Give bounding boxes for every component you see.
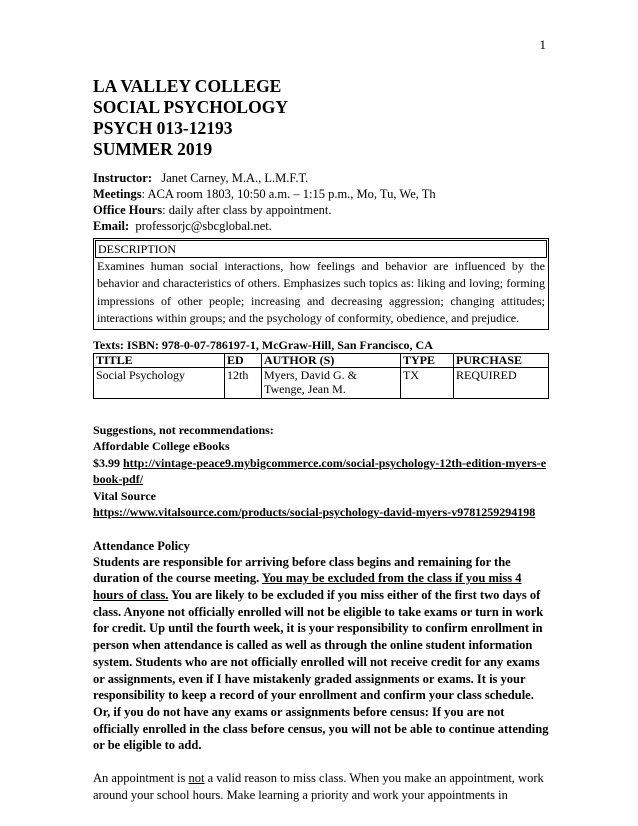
attendance-part1: Students are responsible for arriving before class begins and remaining for the duration of the course meeting.: [93, 554, 511, 586]
course-name: SOCIAL PSYCHOLOGY: [93, 97, 288, 117]
suggestions-heading: Suggestions, not recommendations:: [93, 422, 274, 437]
college-name: LA VALLEY COLLEGE: [93, 76, 282, 96]
course-term: SUMMER 2019: [93, 139, 213, 159]
description-heading: DESCRIPTION: [95, 240, 547, 258]
col-type-header: TYPE: [401, 353, 454, 367]
col-ed-header: ED: [225, 353, 262, 367]
cell-author: Myers, David G. & Twenge, Jean M.: [262, 367, 401, 398]
meetings-label: Meetings: [93, 187, 142, 201]
email-label: Email:: [93, 219, 130, 233]
cell-title: Social Psychology: [94, 367, 225, 398]
document-body: [93, 76, 549, 804]
ebooks-link[interactable]: http://vintage-peace9.mybigcommerce.com/social-psychology-12th-edition-myers-ebook-pdf/: [93, 455, 547, 487]
office-hours-label: Office Hours: [93, 203, 163, 217]
texts-line: Texts: ISBN: 978-0-07-786197-1, McGraw-Hill, San Francisco, CA: [93, 337, 433, 352]
vital-source-link[interactable]: https://www.vitalsource.com/products/social-psychology-david-myers-v9781259294198: [93, 505, 536, 520]
attendance-heading: Attendance Policy: [93, 538, 190, 553]
vital-source-label: Vital Source: [93, 488, 156, 503]
course-code: PSYCH 013-12193: [93, 118, 233, 138]
ebooks-label: Affordable College eBooks: [93, 439, 230, 454]
course-header: [93, 76, 549, 160]
vital-source-line: [93, 504, 549, 521]
cell-purchase: REQUIRED: [454, 367, 549, 398]
appointment-post: a valid reason to miss class. When you make an appointment, work around your school hours. Make learning a priority and work your appointments in: [93, 771, 544, 803]
col-author-header: AUTHOR (S): [262, 353, 401, 367]
col-purchase-header: PURCHASE: [454, 353, 549, 367]
table-row: [94, 367, 549, 398]
cell-type: TX: [401, 367, 454, 398]
appointment-pre: An appointment is: [93, 771, 189, 786]
attendance-underlined: You may be excluded from the class if you miss 4 hours of class.: [93, 571, 522, 603]
ebooks-line: [93, 455, 549, 488]
textbook-table: [93, 353, 549, 399]
appointment-paragraph: [93, 770, 549, 804]
instructor-value: Janet Carney, M.A., L.M.F.T.: [161, 171, 309, 185]
instructor-info: [93, 170, 549, 234]
office-hours-line: [93, 202, 549, 218]
attendance-text: [93, 554, 549, 754]
cell-ed: 12th: [225, 367, 262, 398]
page-number: 1: [539, 37, 546, 52]
table-header-row: [94, 353, 549, 367]
ebooks-price: $3.99: [93, 455, 123, 470]
col-title-header: TITLE: [94, 353, 225, 367]
instructor-line: [93, 170, 549, 186]
appointment-not: not: [188, 771, 205, 786]
meetings-line: [93, 186, 549, 202]
description-text: Examines human social interactions, how feelings and behavior are influenced by the behavior and characteristics of others. Emphasizes such topics as: liking and loving; forming impressions of other people; increasing and decreasing aggression; changing attitudes; interactions within groups; and the psychology of conformity, obedience, and prejudice.: [97, 259, 545, 326]
instructor-label: Instructor:: [93, 171, 153, 185]
email-line: [93, 218, 549, 234]
office-hours-value: : daily after class by appointment.: [162, 203, 332, 217]
attendance-part2: You are likely to be excluded if you miss either of the first two days of class. Anyone not officially enrolled will not be eligible to take exams or turn in work for credit. Up until the fourth week, it is your responsibility to confirm enrollment in person when attendance is called as well as through the online student information system. Students who are not officially enrolled will not receive credit for any exams or assignments, even if I have mistakenly graded assignments or exams. It is your responsibility to keep a record of your enrollment and confirm your class schedule. Or, if you do not have any exams or assignments before census: If you are not officially enrolled in the class before census, you will not be able to continue attending or be eligible to add.: [93, 588, 549, 753]
email-value[interactable]: professorjc@sbcglobal.net.: [135, 219, 272, 233]
suggestions-section: [93, 422, 549, 521]
meetings-value: : ACA room 1803, 10:50 a.m. – 1:15 p.m., Mo, Tu, We, Th: [141, 187, 436, 201]
description-box: [93, 238, 549, 330]
